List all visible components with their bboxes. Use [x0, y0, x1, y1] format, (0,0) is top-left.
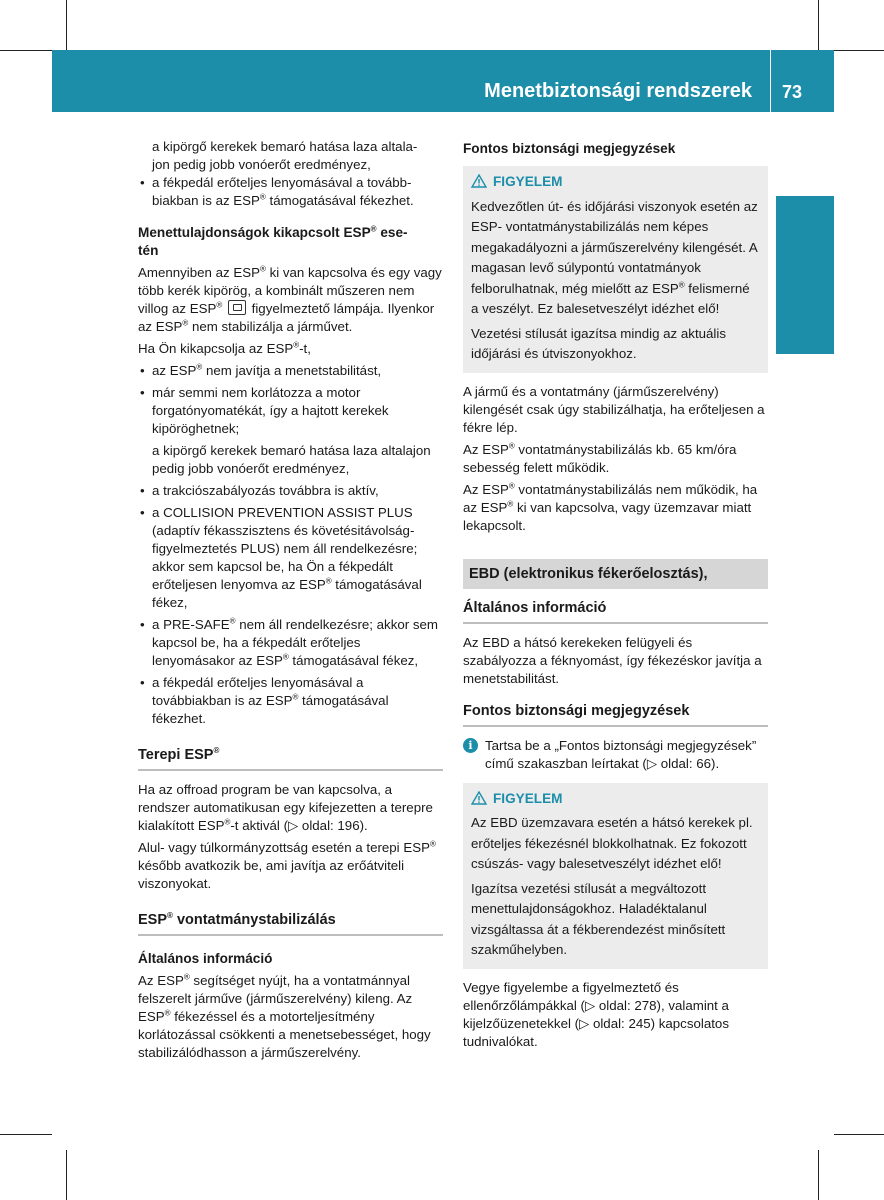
- warning-header: FIGYELEM: [471, 789, 760, 810]
- warning-triangle-icon: [471, 791, 487, 805]
- crop-mark: [66, 1150, 67, 1200]
- crop-mark: [818, 0, 819, 50]
- crop-mark: [0, 50, 52, 51]
- list-item: • a trakciószabályozás továbbra is aktív,: [138, 482, 443, 500]
- subsection-heading: Általános információ: [138, 951, 273, 966]
- paragraph: Az EBD a hátsó kerekeken felügyeli és szabályozza a féknyomást, így fékezéskor javítja a menetstabilitást.: [463, 634, 762, 686]
- list-item: • a fékpedál erőteljes lenyomásával a tovább- biakban is az ESP® támogatásával fékezhet.: [138, 174, 443, 210]
- crop-mark: [834, 1134, 884, 1135]
- section-heading-vontatmany: ESP® vontatmánystabilizálás: [138, 911, 443, 936]
- paragraph: Az ESP® vontatmánystabilizálás kb. 65 km/óra sebesség felett működik.: [463, 441, 737, 475]
- right-column: [463, 140, 768, 1055]
- paragraph: Ha Ön kikapcsolja az ESP®-t,: [138, 340, 311, 356]
- paragraph: Az ESP® segítséget nyújt, ha a vontatmánnyal felszerelt járműve (járműszerelvény) kileng. Az ESP® fékezéssel és a motorteljesítmény korlátozással csökkenti a menetsebességet, hogy stabilizálódhasson a járműszerelvény.: [138, 972, 431, 1060]
- section-heading-ebd: EBD (elektronikus fékerőelosztás),: [463, 559, 768, 589]
- list-item: • a COLLISION PREVENTION ASSIST PLUS (adaptív fékasszisztens és követésitávolság-figyelmeztetés PLUS) nem áll rendelkezésre; akkor sem kapcsol be, ha Ön a fékpedált erőteljesen lenyomva az ESP® támogatásával fékez,: [138, 504, 443, 612]
- subsection-heading: Fontos biztonsági megjegyzések: [463, 141, 676, 156]
- list-item: • az ESP® nem javítja a menetstabilitást,: [138, 362, 443, 380]
- crop-mark: [66, 0, 67, 50]
- list-item: • a fékpedál erőteljes lenyomásával a továbbiakban is az ESP® támogatásával fékezhet.: [138, 674, 443, 728]
- warning-triangle-icon: [471, 174, 487, 188]
- paragraph: Ha az offroad program be van kapcsolva, a rendszer automatikusan egy kifejezetten a terepre kialakított ESP®-t aktivál (▷ oldal: 196).: [138, 782, 433, 833]
- warning-text: Igazítsa vezetési stílusát a megváltozott menettulajdonságokhoz. Haladéktalanul vizsgáltassa át a fékberendezést minősített szakműhelyben.: [471, 880, 726, 957]
- subsection-heading: Fontos biztonsági megjegyzések: [463, 702, 768, 727]
- info-icon: i: [463, 738, 478, 753]
- esp-off-warning-lamp-icon: [228, 300, 246, 315]
- paragraph: A jármű és a vontatmány (járműszerelvény) kilengését csak úgy stabilizálhatja, ha erőteljesen a fékre lép.: [463, 383, 765, 435]
- paragraph: Alul- vagy túlkormányzottság esetén a terepi ESP® később avatkozik be, ami javítja az erőátviteli viszonyokat.: [138, 839, 436, 891]
- section-heading-esp-off: Menettulajdonságok kikapcsolt ESP® ese- tén: [138, 224, 408, 258]
- crop-mark: [0, 1134, 52, 1135]
- warning-box: [463, 166, 768, 373]
- list-item-continuation: a kipörgő kerekek bemaró hatása laza altalajon pedig jobb vonóerőt eredményez,: [152, 443, 431, 476]
- left-column: [138, 138, 443, 1066]
- info-note: i Tartsa be a „Fontos biztonsági megjegyzések” című szakaszban leírtakat (▷ oldal: 66).: [463, 737, 768, 773]
- paragraph: Amennyiben az ESP® ki van kapcsolva és egy vagy több kerék kipörög, a kombinált műszeren nem villog az ESP® figyelmeztető lámpája. Ilyenkor az ESP® nem stabilizálja a járművet.: [138, 264, 442, 334]
- chapter-tab-label: Biztonság: [791, 234, 816, 340]
- crop-mark: [818, 1150, 819, 1200]
- list-item: • a PRE-SAFE® nem áll rendelkezésre; akkor sem kapcsol be, ha a fékpedált erőteljes lenyomásakor az ESP® támogatásával fékez,: [138, 616, 443, 670]
- warning-header: FIGYELEM: [471, 172, 760, 193]
- subsection-heading: Általános információ: [463, 599, 768, 624]
- paragraph: Vegye figyelembe a figyelmeztető és ellenőrzőlámpákkal (▷ oldal: 278), valamint a kijelzőüzenetekkel (▷ oldal: 245) kapcsolatos tudnivalókat.: [463, 979, 729, 1049]
- section-heading-terepi-esp: Terepi ESP®: [138, 746, 443, 771]
- crop-mark: [834, 50, 884, 51]
- header-divider: [770, 50, 771, 112]
- page-title: Menetbiztonsági rendszerek: [484, 80, 752, 102]
- warning-box: [463, 783, 768, 969]
- page-number: 73: [782, 82, 803, 102]
- list-item: • már semmi nem korlátozza a motor forgatónyomatékát, így a hajtott kerekek kipöröghetnek;: [138, 384, 443, 438]
- paragraph: Az ESP® vontatmánystabilizálás nem működik, ha az ESP® ki van kapcsolva, vagy üzemzavar miatt lekapcsolt.: [463, 481, 758, 533]
- warning-text: Az EBD üzemzavara esetén a hátsó kerekek pl. erőteljes fékezésnél blokkolhatnak. Ez fokozott csúszás- vagy balesetveszélyt idézhet elő!: [471, 815, 753, 871]
- warning-text: Vezetési stílusát igazítsa mindig az aktuális időjárási és útviszonyokhoz.: [471, 325, 726, 361]
- continuation-text: a kipörgő kerekek bemaró hatása laza altala- jon pedig jobb vonóerőt eredményez,: [152, 139, 418, 172]
- page-header: [52, 50, 834, 112]
- warning-text: Kedvezőtlen út- és időjárási viszonyok esetén az ESP- vontatmánystabilizálás nem képes megakadályozni a járműszerelvény kilengését. A magasan levő súlypontú vontatmányok felborulhatnak, még mielőtt az ESP® felismerné a veszélyt. Ez balesetveszélyt idézhet elő!: [471, 198, 758, 316]
